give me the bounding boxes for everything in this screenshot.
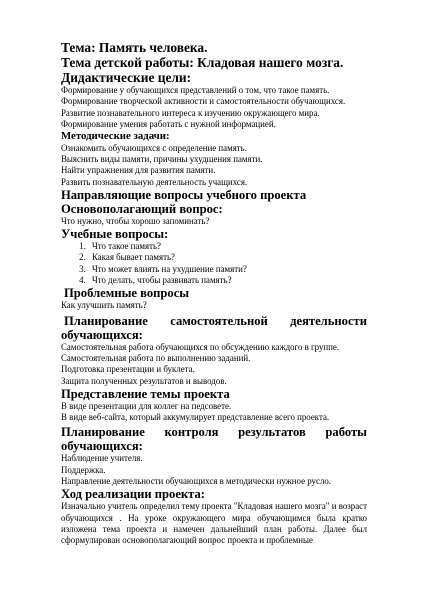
progress-text: Изначально учитель определил тему проекта "Кладовая нашего мозга" и возраст обучающихся . На уроке окружающего мира обучающимся была кратко изложена тема проекта и намечен дальнейший план работы. Далее был сформулирован основополагающий вопрос проекта и проблемные (61, 501, 367, 546)
progress-heading: Ход реализации проекта: (61, 487, 205, 502)
planning-item: Подготовка презентации и буклета. (61, 364, 195, 375)
control-heading-line1: Планирование контроля результатов работы (61, 425, 367, 440)
methodical-item: Найти упражнения для развития памяти. (61, 165, 216, 176)
presentation-item: В виде презентации для коллег на педсовете. (61, 400, 232, 411)
presentation-heading: Представление темы проекта (61, 386, 230, 401)
topic-title: Тема: Память человека. (61, 40, 208, 55)
control-item: Наблюдение учителя. (61, 453, 143, 464)
didactic-item: Формирование творческой активности и самостоятельности обучающихся. (61, 96, 346, 107)
planning-heading-line1: Планирование самостоятельной деятельности (64, 313, 367, 328)
study-questions-list (61, 241, 367, 286)
guiding-questions-heading: Направляющие вопросы учебного проекта (61, 187, 307, 202)
planning-item: Защита полученных результатов и выводов. (61, 375, 227, 386)
methodical-item: Выяснить виды памяти, причины ухудшения памяти. (61, 153, 263, 164)
didactic-heading: Дидактические цели: (61, 70, 192, 85)
fundamental-question-heading: Основополагающий вопрос: (61, 201, 223, 216)
list-item: 4. Что делать, чтобы развивать память? (88, 275, 367, 286)
methodical-item: Ознакомить обучающихся с определение память. (61, 142, 247, 153)
list-item: 1. Что такое память? (88, 241, 367, 252)
list-item: 2. Какая бывает память? (88, 252, 367, 263)
study-questions-heading: Учебные вопросы: (61, 227, 169, 242)
problem-question-text: Как улучшить память? (61, 300, 147, 311)
control-item: Направление деятельности обучающихся в методически нужное русло. (61, 476, 332, 487)
presentation-item: В виде веб-сайта, который аккумулирует представление всего проекта. (61, 412, 330, 423)
document-page (61, 40, 367, 547)
didactic-item: Формирование у обучающихся представлений о том, что такое память. (61, 85, 330, 95)
fundamental-question-text: Что нужно, чтобы хорошо запоминать? (61, 215, 210, 226)
problem-questions-heading: Проблемные вопросы (64, 286, 190, 301)
didactic-item: Развитие познавательного интереса к изучению окружающего мира. (61, 107, 320, 118)
list-item: 3. Что может влиять на ухудшение памяти? (88, 264, 367, 275)
control-heading-line2: обучающихся: (61, 439, 143, 454)
planning-item: Самостоятельная работа по выполнению заданий. (61, 352, 251, 363)
planning-item: Самостоятельная работа обучающихся по обсуждению каждого в группе. (61, 341, 340, 352)
children-topic-title: Тема детской работы: Кладовая нашего мозга. (61, 55, 344, 70)
control-item: Поддержка. (61, 464, 106, 475)
methodical-item: Развить познавательную деятельность учащихся. (61, 176, 248, 187)
methodical-heading: Методические задачи: (61, 130, 170, 143)
didactic-item: Формирование умения работать с нужной информацией. (61, 118, 276, 129)
planning-heading-line2: обучающихся: (61, 327, 143, 342)
